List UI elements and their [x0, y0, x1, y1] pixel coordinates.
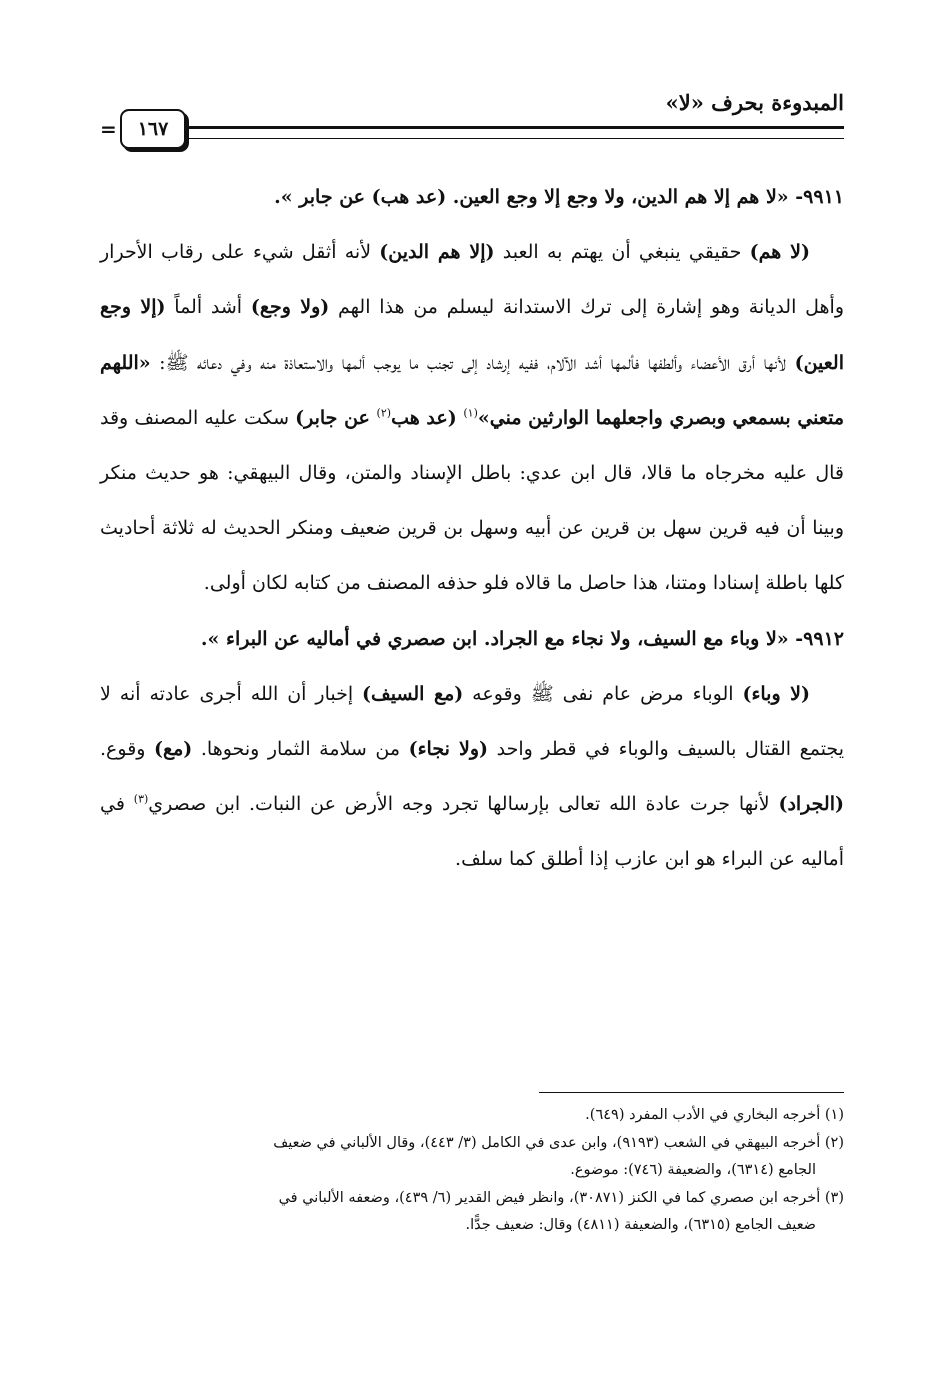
bold-term: (مع السيف) — [362, 682, 464, 705]
bold-term: (لا هم) — [749, 241, 810, 264]
bold-source: (عد هب — [391, 406, 464, 429]
footnote-1: (١) أخرجه البخاري في الأدب المفرد (٦٤٩). — [585, 1107, 844, 1123]
text-span: لأنها جرت عادة الله تعالى بإرسالها تجرد وجه الأرض عن النبات. ابن صصري — [148, 793, 779, 816]
hadith-number: ٩٩١١- — [788, 186, 844, 208]
text-span: في أماليه عن البراء هو ابن عازب إذا أطلق كما سلف. — [100, 793, 844, 871]
hadith-text: «لا هم إلا هم الدين، ولا وجع إلا وجع العين. (عد هب) عن جابر ». — [274, 186, 789, 208]
footnote-ref-3[interactable]: (٣) — [133, 792, 149, 806]
footnote-3-continued: ضعيف الجامع (٦٣١٥)، والضعيفة (٤٨١١) وقال: ضعيف جدًّا. — [465, 1217, 816, 1233]
footnote-ref-1[interactable]: (١) — [463, 406, 478, 420]
hadith-9912 — [100, 612, 844, 667]
bold-term: (لا وباء) — [742, 682, 810, 705]
hadith-number: ٩٩١٢- — [788, 627, 844, 650]
text-span: إخبار أن الله أجرى عادته أنه لا يجتمع القتال بالسيف والوباء في قطر واحد — [100, 682, 844, 761]
text-span: الوباء مرض عام نفى ﷺ وقوعه — [463, 682, 743, 705]
footnote-separator — [539, 1092, 844, 1093]
bold-term: (مع) — [154, 738, 193, 761]
bold-term: (إلا هم الدين) — [379, 241, 495, 264]
bold-term: (الجراد) — [778, 793, 844, 816]
page-number-dash: = — [100, 117, 117, 141]
book-page — [100, 0, 844, 1379]
commentary-9911 — [100, 225, 844, 611]
text-span: لأنه أثقل شيء على رقاب الأحرار وأهل الديانة وهو إشارة إلى ترك الاستدانة ليسلم من هذا الهم — [100, 241, 845, 319]
hadith-text: «لا وباء مع السيف، ولا نجاء مع الجراد. ابن صصري في أماليه عن البراء ». — [200, 627, 789, 650]
commentary-9912 — [100, 667, 844, 888]
bold-term: (ولا وجع) — [250, 296, 330, 319]
text-span: سكت عليه المصنف وقد قال عليه مخرجاه ما قالا، قال ابن عدي: باطل الإسناد والمتن، وقال البيهقي: هو حديث منكر وبينا أن فيه قرين سهل بن قرين عن أبيه وسهل بن قرين ضعيف ومنكر الحديث له ثلاثة أحاديث كلها باطلة إسنادا ومتنا، هذا حاصل ما قالاه فلو حذفه المصنف من كتابه لكان أولى. — [100, 406, 844, 595]
main-text — [100, 170, 844, 888]
page-number: ١٦٧ — [120, 109, 186, 149]
header-double-rule — [188, 126, 844, 139]
footnote-2: (٢) أخرجه البيهقي في الشعب (٩١٩٣)، وابن عدى في الكامل (٣/ ٤٤٣)، وقال الألباني في ضعيف — [273, 1134, 844, 1151]
running-header-title: المبدوءة بحرف «لا» — [665, 90, 844, 115]
text-span: لأنها أرق الأعضاء وألطفها فألمها أشد الآلام، ففيه إرشاد إلى تجنب ما يوجب ألمها والاستعاذة منه وفي دعائه ﷺ: — [150, 351, 795, 374]
text-span: من سلامة الثمار ونحوها. — [192, 738, 409, 761]
footnote-ref-2[interactable]: (٢) — [376, 406, 392, 420]
footnote-2-continued: الجامع (٦٣١٤)، والضعيفة (٧٤٦): موضوع. — [570, 1162, 816, 1178]
text-span: حقيقي ينبغي أن يهتم به العبد — [494, 241, 750, 264]
bold-quote: «اللهم متعني بسمعي وبصري واجعلهما الوارثين مني» — [100, 351, 844, 429]
footnotes — [100, 1102, 844, 1240]
text-span: وقوع. — [100, 738, 155, 761]
text-span: أشد ألماً — [165, 296, 251, 319]
bold-source: عن جابر) — [295, 406, 377, 429]
footnote-3: (٣) أخرجه ابن صصري كما في الكنز (٣٠٨٧١)، وانظر فيض القدير (٦/ ٤٣٩)، وضعفه الألباني في — [278, 1189, 844, 1206]
bold-term: (ولا نجاء) — [408, 738, 489, 761]
hadith-9911 — [100, 170, 844, 225]
bold-term: (إلا وجع العين) — [100, 296, 844, 374]
